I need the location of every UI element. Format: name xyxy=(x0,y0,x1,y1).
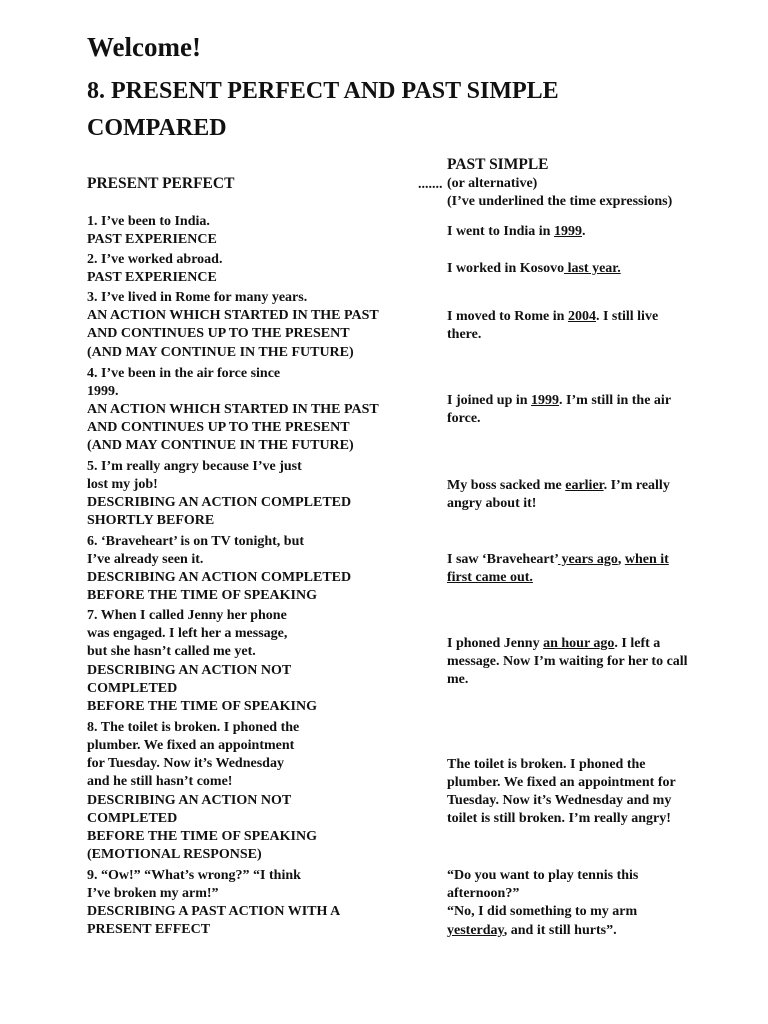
pp-example-7-sentence: but she hasn’t called me yet. xyxy=(87,644,256,659)
ps-example-5: angry about it! xyxy=(447,496,537,511)
pp-example-3-usage: (AND MAY CONTINUE IN THE FUTURE) xyxy=(87,345,354,360)
pp-example-4-usage: AN ACTION WHICH STARTED IN THE PAST xyxy=(87,402,379,417)
pp-example-6-usage: DESCRIBING AN ACTION COMPLETED xyxy=(87,570,352,585)
pp-example-7-sentence: 7. When I called Jenny her phone xyxy=(87,608,287,623)
ps-example-9 xyxy=(447,922,617,940)
ps-example-3: there. xyxy=(447,327,482,342)
ps-example-9: “Do you want to play tennis this xyxy=(447,868,639,883)
pp-example-8-usage: COMPLETED xyxy=(87,811,178,826)
pp-example-8-usage: (EMOTIONAL RESPONSE) xyxy=(87,847,262,862)
pp-example-2-usage: PAST EXPERIENCE xyxy=(87,270,217,285)
pp-example-9-sentence: 9. “Ow!” “What’s wrong?” “I think xyxy=(87,868,301,883)
pp-example-7-usage: BEFORE THE TIME OF SPEAKING xyxy=(87,699,318,714)
ps-text: I worked in Kosovo xyxy=(447,261,565,276)
ps-example-7 xyxy=(447,635,660,653)
ps-example-4: force. xyxy=(447,411,481,426)
pp-example-5-sentence: lost my job! xyxy=(87,477,158,492)
pp-example-6-sentence: I’ve already seen it. xyxy=(87,552,204,567)
ps-example-8: plumber. We fixed an appointment for xyxy=(447,775,676,790)
ps-text: . xyxy=(581,224,586,239)
dots-leader: ....... xyxy=(418,177,443,192)
ps-text: . I still live xyxy=(595,309,659,324)
pp-example-9-usage: PRESENT EFFECT xyxy=(87,922,211,937)
ps-example-4 xyxy=(447,392,671,410)
pp-example-2-sentence: 2. I’ve worked abroad. xyxy=(87,252,223,267)
ps-example-1 xyxy=(447,223,585,241)
pp-example-8-sentence: plumber. We fixed an appointment xyxy=(87,738,295,753)
time-expression: yesterday xyxy=(447,923,504,938)
ps-text: I phoned Jenny xyxy=(447,636,544,651)
pp-example-7-usage: DESCRIBING AN ACTION NOT xyxy=(87,663,292,678)
pp-example-8-sentence: for Tuesday. Now it’s Wednesday xyxy=(87,756,284,771)
pp-example-4-usage: (AND MAY CONTINUE IN THE FUTURE) xyxy=(87,438,354,453)
time-expression: an hour ago xyxy=(543,636,615,651)
past-simple-subheader: (or alternative) xyxy=(447,176,538,191)
pp-example-8-usage: DESCRIBING AN ACTION NOT xyxy=(87,793,292,808)
time-expression: last year. xyxy=(564,261,621,276)
pp-example-6-usage: BEFORE THE TIME OF SPEAKING xyxy=(87,588,318,603)
ps-example-8: toilet is still broken. I’m really angry! xyxy=(447,811,671,826)
ps-text: I went to India in xyxy=(447,224,554,239)
pp-example-7-usage: COMPLETED xyxy=(87,681,178,696)
ps-example-9: “No, I did something to my arm xyxy=(447,904,638,919)
pp-example-4-sentence: 4. I’ve been in the air force since xyxy=(87,366,281,381)
ps-example-6 xyxy=(447,551,669,569)
page-title-line2: COMPARED xyxy=(87,115,227,141)
pp-example-9-usage: DESCRIBING A PAST ACTION WITH A xyxy=(87,904,341,919)
ps-text: My boss sacked me xyxy=(447,478,566,493)
time-expression: 2004 xyxy=(567,309,596,324)
ps-example-9: afternoon?” xyxy=(447,886,520,901)
pp-example-7-sentence: was engaged. I left her a message, xyxy=(87,626,288,641)
ps-example-7: message. Now I’m waiting for her to call xyxy=(447,654,688,669)
ps-example-3 xyxy=(447,308,658,326)
time-expression: years ago xyxy=(557,552,618,567)
past-simple-header: PAST SIMPLE xyxy=(447,156,549,173)
pp-example-3-usage: AN ACTION WHICH STARTED IN THE PAST xyxy=(87,308,379,323)
pp-example-8-sentence: 8. The toilet is broken. I phoned the xyxy=(87,720,300,735)
ps-text: I joined up in xyxy=(447,393,532,408)
pp-example-4-usage: AND CONTINUES UP TO THE PRESENT xyxy=(87,420,350,435)
pp-example-5-usage: DESCRIBING AN ACTION COMPLETED xyxy=(87,495,352,510)
pp-example-9-sentence: I’ve broken my arm!” xyxy=(87,886,219,901)
time-expression: earlier xyxy=(565,478,604,493)
pp-example-4-sentence: 1999. xyxy=(87,384,119,399)
pp-example-3-usage: AND CONTINUES UP TO THE PRESENT xyxy=(87,326,350,341)
ps-text: , xyxy=(617,552,625,567)
pp-example-1-usage: PAST EXPERIENCE xyxy=(87,232,217,247)
pp-example-8-usage: BEFORE THE TIME OF SPEAKING xyxy=(87,829,318,844)
ps-example-8: The toilet is broken. I phoned the xyxy=(447,757,646,772)
welcome-heading: Welcome! xyxy=(87,32,201,62)
pp-example-5-usage: SHORTLY BEFORE xyxy=(87,513,215,528)
ps-text: . I’m really xyxy=(603,478,670,493)
ps-example-5 xyxy=(447,477,670,495)
present-perfect-header: PRESENT PERFECT xyxy=(87,175,235,192)
ps-text: I moved to Rome in xyxy=(447,309,568,324)
time-expression: first came out. xyxy=(447,570,533,585)
ps-text: I saw ‘Braveheart’ xyxy=(447,552,558,567)
pp-example-1-sentence: 1. I’ve been to India. xyxy=(87,214,210,229)
ps-example-2 xyxy=(447,260,621,278)
ps-example-7: me. xyxy=(447,672,469,687)
page-title-line1: 8. PRESENT PERFECT AND PAST SIMPLE xyxy=(87,78,559,104)
ps-text: , and it still hurts”. xyxy=(503,923,617,938)
time-expression: 1999 xyxy=(531,393,560,408)
time-expression: 1999 xyxy=(553,224,582,239)
ps-example-6 xyxy=(447,569,533,587)
pp-example-8-sentence: and he still hasn’t come! xyxy=(87,774,233,789)
pp-example-5-sentence: 5. I’m really angry because I’ve just xyxy=(87,459,302,474)
time-expression: when it xyxy=(624,552,669,567)
pp-example-3-sentence: 3. I’ve lived in Rome for many years. xyxy=(87,290,308,305)
past-simple-note: (I’ve underlined the time expressions) xyxy=(447,194,673,209)
ps-text: . I’m still in the air xyxy=(559,393,672,408)
ps-example-8: Tuesday. Now it’s Wednesday and my xyxy=(447,793,672,808)
pp-example-6-sentence: 6. ‘Braveheart’ is on TV tonight, but xyxy=(87,534,305,549)
ps-text: . I left a xyxy=(614,636,661,651)
